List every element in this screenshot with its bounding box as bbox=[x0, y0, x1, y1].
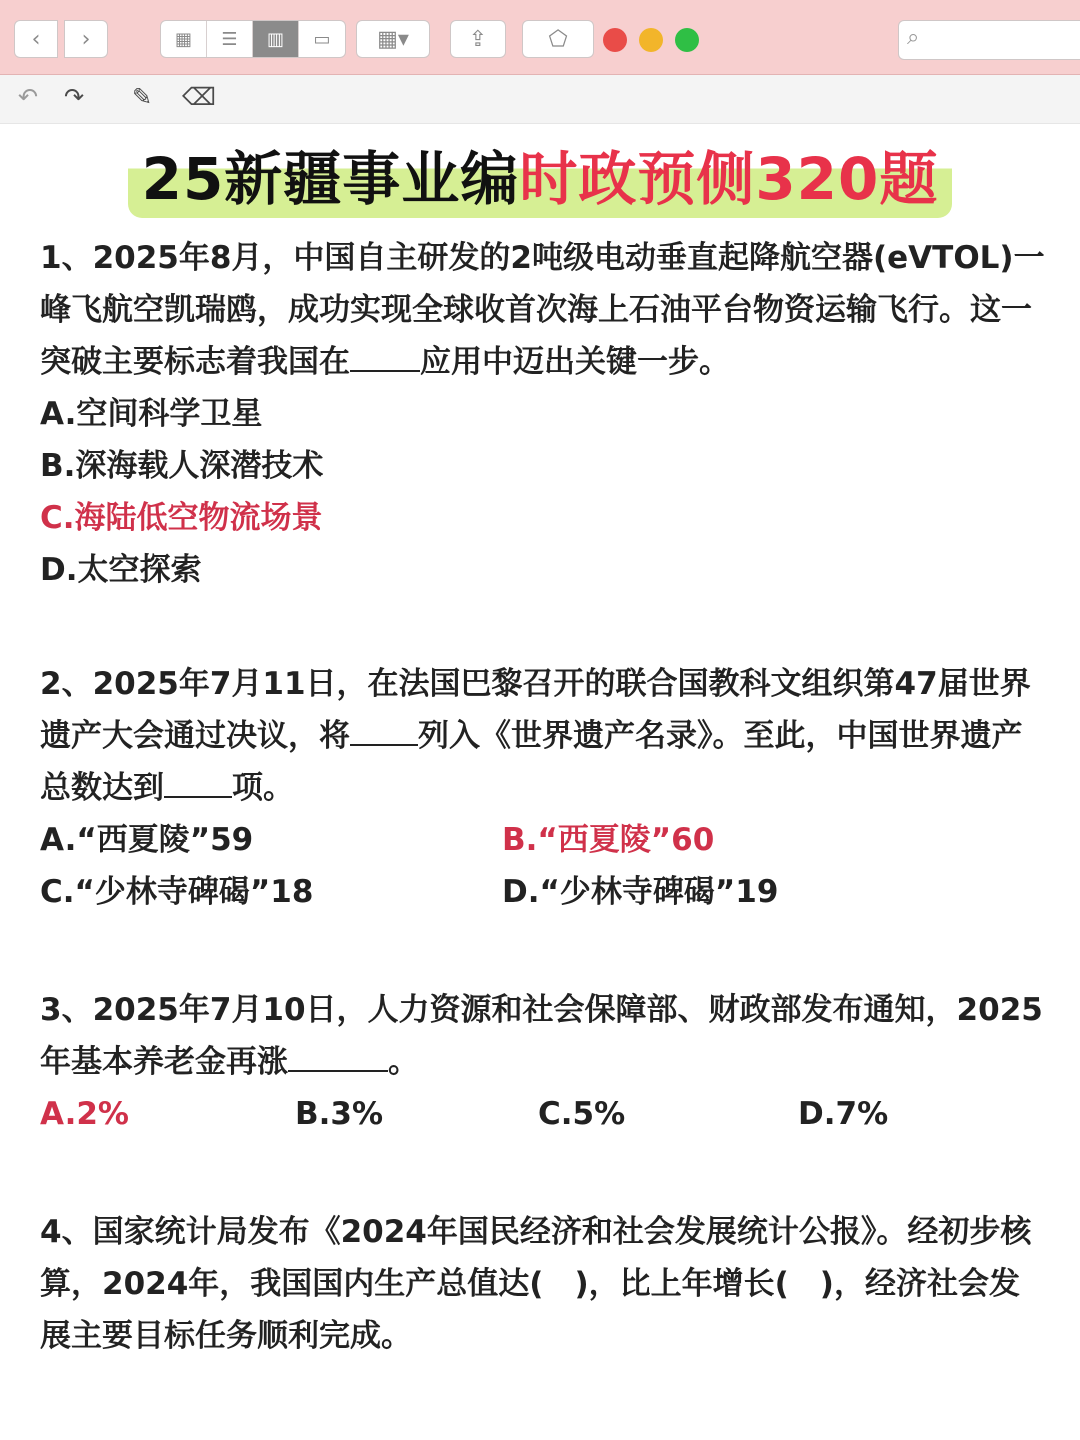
question-3 bbox=[40, 984, 1050, 1140]
search-input[interactable] bbox=[898, 20, 1080, 60]
icon-view-icon[interactable]: ▦ bbox=[161, 21, 207, 57]
question-2 bbox=[40, 658, 1050, 918]
options-row bbox=[40, 1088, 1050, 1140]
grid-icon: ▦▾ bbox=[377, 26, 409, 52]
close-dot[interactable] bbox=[603, 28, 627, 52]
tag-button[interactable] bbox=[522, 20, 594, 58]
eraser-icon[interactable]: ⌫ bbox=[182, 83, 216, 111]
option-c: C.“少林寺碑碣”18 bbox=[40, 874, 314, 910]
question-stem: 4、国家统计局发布《2024年国民经济和社会发展统计公报》。经初步核算，2024年，我国国内生产总值达( )，比上年增长( )，经济社会发展主要目标任务顺利完成。 bbox=[40, 1214, 1032, 1354]
stem-text: 2、2025年7月11日，在法国巴黎召开的联合国教科文组织第47届世界遗产大会通过决议，将 bbox=[40, 666, 1031, 754]
redo-icon[interactable]: ↷ bbox=[64, 83, 85, 111]
back-button[interactable] bbox=[14, 20, 58, 58]
zoom-dot[interactable] bbox=[675, 28, 699, 52]
option-a: A.“西夏陵”59 bbox=[40, 822, 254, 858]
option-c: C.5% bbox=[538, 1096, 626, 1132]
stem-text: 。 bbox=[388, 1044, 419, 1080]
answer-blank bbox=[288, 1070, 388, 1072]
title-part2: 时政预侧320题 bbox=[519, 145, 939, 213]
option-d: D.太空探索 bbox=[40, 552, 202, 588]
option-b-answer: B.“西夏陵”60 bbox=[502, 822, 715, 858]
group-menu-button[interactable] bbox=[356, 20, 430, 58]
search-icon: ⌕ bbox=[907, 25, 920, 50]
undo-icon[interactable]: ↶ bbox=[18, 83, 39, 111]
pencil-icon[interactable]: ✎ bbox=[132, 83, 153, 111]
option-d: D.7% bbox=[798, 1096, 889, 1132]
question-list bbox=[40, 232, 1050, 1362]
chevron-left-icon: ‹ bbox=[31, 26, 41, 52]
question-1 bbox=[40, 232, 1050, 596]
title-area bbox=[0, 138, 1080, 218]
option-c-answer: C.海陆低空物流场景 bbox=[40, 500, 323, 536]
window-toolbar bbox=[0, 0, 1080, 75]
share-icon: ⇪ bbox=[468, 26, 488, 52]
answer-blank bbox=[350, 744, 418, 746]
option-a-answer: A.2% bbox=[40, 1096, 129, 1132]
question-stem bbox=[40, 658, 1050, 814]
option-a: A.空间科学卫星 bbox=[40, 396, 263, 432]
answer-blank bbox=[164, 796, 232, 798]
minimize-dot[interactable] bbox=[639, 28, 663, 52]
stem-text: 1、2025年8月，中国自主研发的2吨级电动垂直起降航空器(eVTOL)一峰飞航空凯瑞鸥，成功实现全球收首次海上石油平台物资运输飞行。这一突破主要标志着我国在 bbox=[40, 240, 1045, 380]
forward-button[interactable] bbox=[64, 20, 108, 58]
tag-icon: ⬠ bbox=[548, 26, 568, 52]
view-mode-selector[interactable] bbox=[160, 20, 346, 58]
edit-toolbar bbox=[0, 75, 1080, 124]
stem-text: 3、2025年7月10日，人力资源和社会保障部、财政部发布通知，2025年基本养老金再涨 bbox=[40, 992, 1043, 1080]
column-view-icon[interactable]: ▥ bbox=[253, 21, 299, 57]
question-stem bbox=[40, 984, 1050, 1088]
option-b: B.3% bbox=[295, 1096, 384, 1132]
options-row bbox=[40, 866, 1050, 918]
option-b: B.深海载人深潜技术 bbox=[40, 448, 324, 484]
answer-blank bbox=[350, 370, 420, 372]
stem-text: 应用中迈出关键一步。 bbox=[420, 344, 730, 380]
stem-text: 列入《世界遗产名录》。至此，中国世界遗产总数达到 bbox=[40, 718, 1023, 806]
options-row bbox=[40, 814, 1050, 866]
page-title bbox=[128, 138, 953, 218]
question-stem bbox=[40, 232, 1050, 388]
title-part1: 25新疆事业编 bbox=[141, 145, 520, 213]
share-button[interactable] bbox=[450, 20, 506, 58]
question-4 bbox=[40, 1206, 1050, 1362]
stem-text: 项。 bbox=[232, 770, 294, 806]
option-d: D.“少林寺碑碣”19 bbox=[502, 874, 779, 910]
chevron-right-icon: › bbox=[81, 26, 91, 52]
list-view-icon[interactable]: ☰ bbox=[207, 21, 253, 57]
gallery-view-icon[interactable]: ▭ bbox=[313, 28, 331, 50]
